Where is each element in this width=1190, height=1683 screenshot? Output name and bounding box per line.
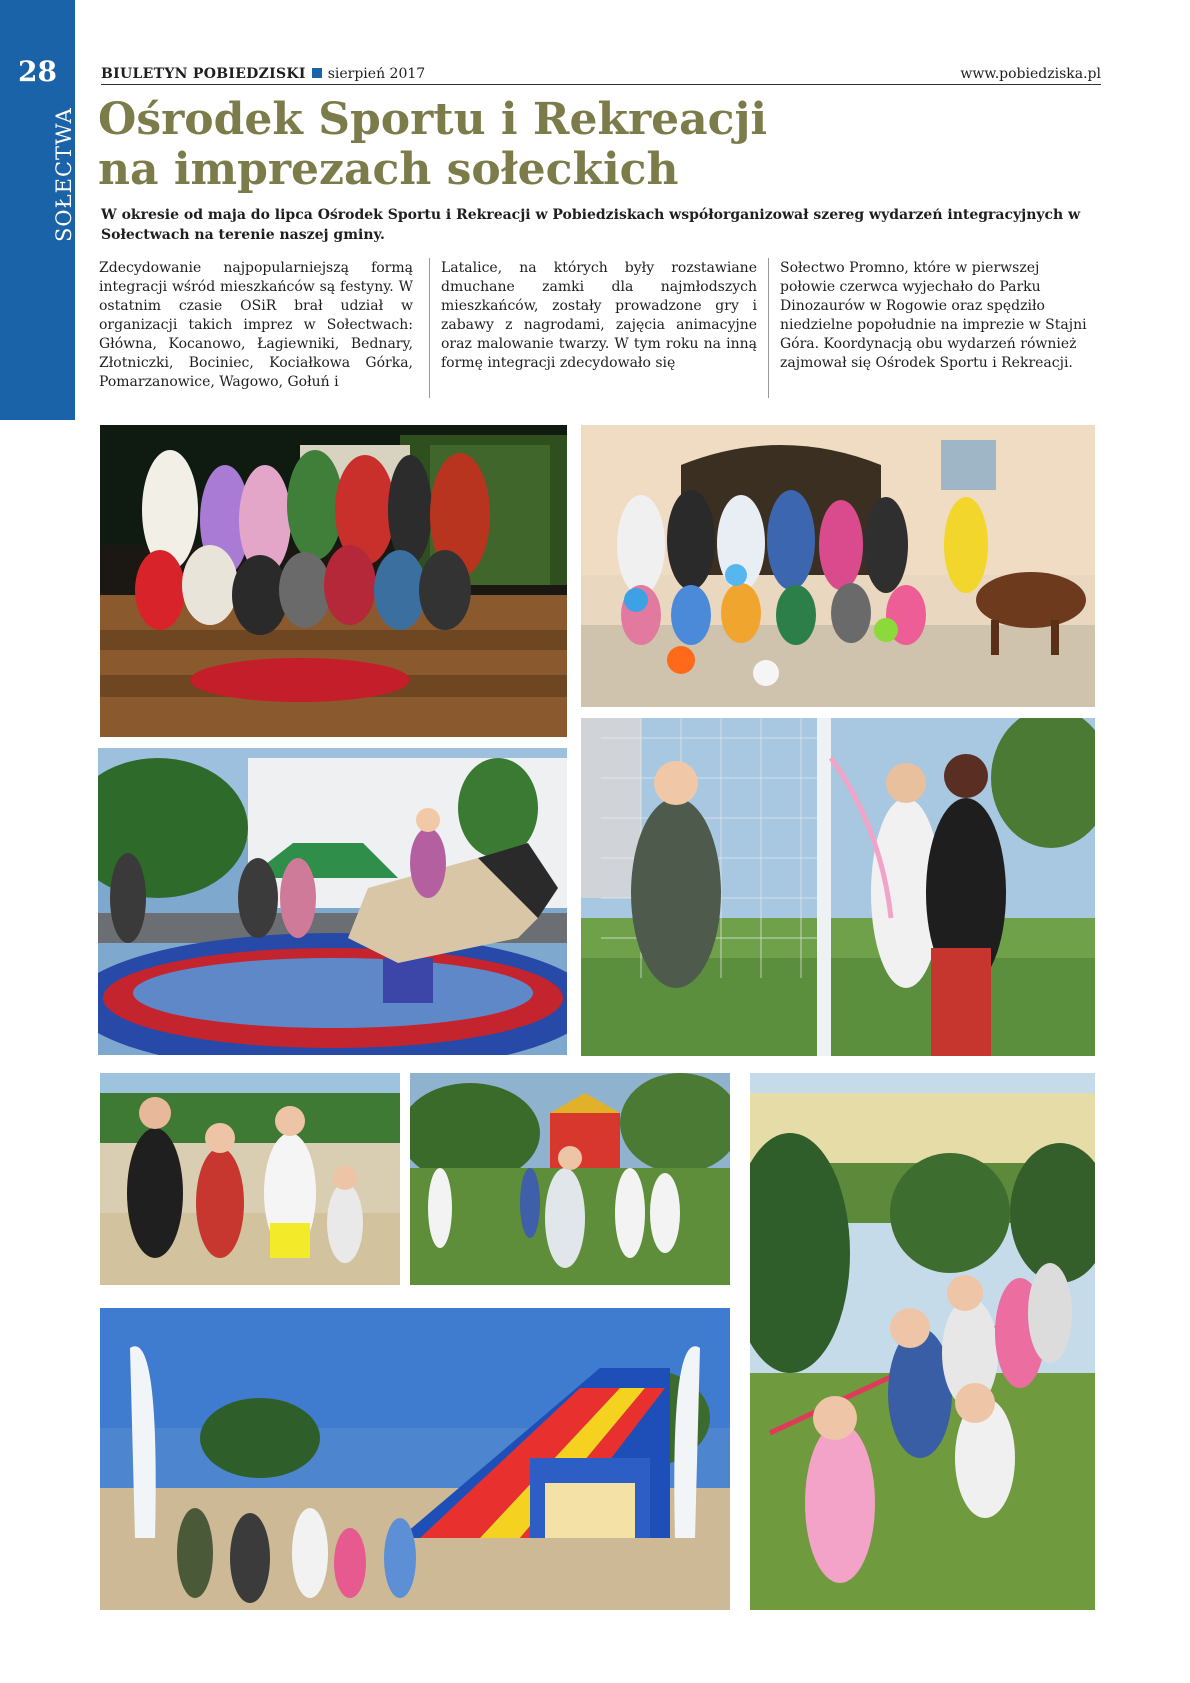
website-link[interactable]: www.pobiedziska.pl [960,66,1101,82]
photo-theatre-group [100,425,567,737]
photo-ribbon-cutting [581,718,1095,1056]
photo-inflatable-slide [100,1308,730,1610]
article-title [98,95,1098,195]
issue-date: sierpień 2017 [327,66,426,82]
photo-sack-race-image [410,1073,730,1285]
title-line-2: na imprezach sołeckich [98,144,679,195]
header-square-icon [312,68,322,78]
article-lead: W okresie od maja do lipca Ośrodek Sportu i Rekreacji w Pobiedziskach współorganizował szereg wydarzeń integracyjnych w Sołectwach na terenie naszej gminy. [101,207,1081,243]
photo-award-ceremony-image [100,1073,400,1285]
photo-award-ceremony [100,1073,400,1285]
running-header [101,66,425,82]
page-number: 28 [18,55,57,88]
text-column-2: Latalice, na których były rozstawiane dmuchane zamki dla najmłodszych mieszkańców, zostały prowadzone gry i zabawy z nagrodami, zajęcia animacyjne oraz malowanie twarzy. W tym roku na inną formę integracji zdecydowało się [441,260,757,371]
photo-ribbon-cutting-image [581,718,1095,1056]
section-label: SOŁECTWA [52,107,76,242]
photo-inflatable-slide-image [100,1308,730,1610]
photo-mechanical-bull [98,748,567,1055]
photo-tug-of-war [750,1073,1095,1610]
text-column-1: Zdecydowanie najpopularniejszą formą integracji wśród mieszkańców są festyny. W ostatnim czasie OSiR brał udział w organizacji takich imprez w Sołectwach: Główna, Kocanowo, Łagiewniki, Bednary, Złotniczki, Bociniec, Kociałkowa Górka, Pomarzanowice, Wagowo, Gołuń i [99,260,413,390]
title-line-1: Ośrodek Sportu i Rekreacji [98,94,768,145]
header-divider [101,84,1101,85]
photo-theatre-group-image [100,425,567,737]
photo-mechanical-bull-image [98,748,567,1055]
publication-name: BIULETYN POBIEDZISKI [101,66,306,82]
photo-tug-of-war-image [750,1073,1095,1610]
column-divider-2 [768,258,769,398]
photo-group-with-pony-image [581,425,1095,707]
photo-sack-race [410,1073,730,1285]
text-column-3: Sołectwo Promno, które w pierwszej połowie czerwca wyjechało do Parku Dinozaurów w Rogowie oraz spędziło niedzielne popołudnie na imprezie w Stajni Góra. Koordynacją obu wydarzeń również zajmował się Ośrodek Sportu i Rekreacji. [780,260,1087,371]
column-divider-1 [429,258,430,398]
photo-group-with-pony [581,425,1095,707]
